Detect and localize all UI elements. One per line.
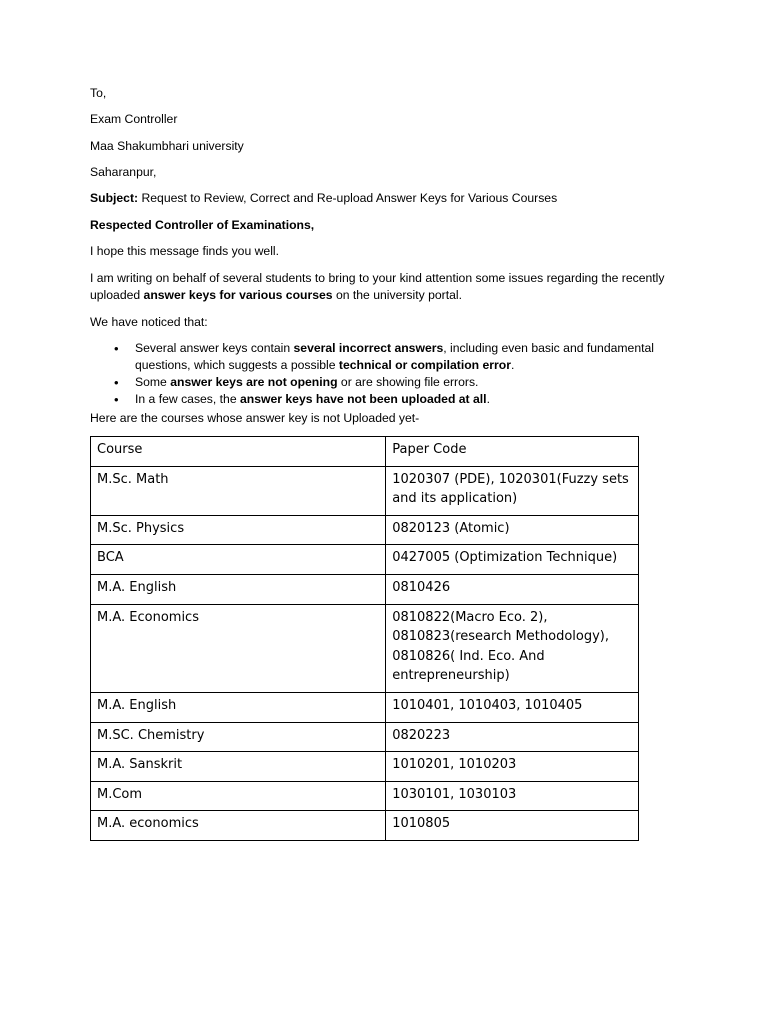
issues-list (90, 340, 680, 408)
bullet1-text-a: Several answer keys contain (135, 341, 294, 355)
intro-text-c: on the university portal. (332, 288, 462, 302)
paper-code-cell: 1020307 (PDE), 1020301(Fuzzy sets and its application) (386, 466, 639, 515)
header-paper-code: Paper Code (386, 437, 639, 467)
course-cell: M.Sc. Physics (91, 515, 386, 545)
pending-answer-keys-table (90, 436, 639, 841)
intro-paragraph (90, 270, 670, 304)
course-cell: M.Sc. Math (91, 466, 386, 515)
table-row (91, 781, 639, 811)
paper-code-cell: 1010805 (386, 811, 639, 841)
bullet1-text-e: . (510, 358, 515, 372)
table-row (91, 466, 639, 515)
list-item (90, 374, 680, 391)
bullet1-text-d: technical or compilation error (338, 358, 511, 372)
course-cell: BCA (91, 545, 386, 575)
list-item (90, 340, 680, 374)
course-cell: M.A. Economics (91, 604, 386, 692)
bullet3-text-b: answer keys have not been uploaded at all (240, 392, 487, 406)
opening-line: I hope this message finds you well. (90, 244, 280, 258)
table-row (91, 722, 639, 752)
bullet2-text-c: or are showing file errors. (337, 375, 479, 389)
paper-code-cell: 1010201, 1010203 (386, 752, 639, 782)
bullet-icon: • (114, 375, 119, 390)
course-cell: M.A. economics (91, 811, 386, 841)
intro-text-a: I am writing on behalf of several students to bring to your kind attention some issues regarding the recently uploaded (90, 271, 665, 302)
list-item (90, 391, 680, 408)
city-line: Saharanpur, (90, 165, 157, 179)
course-cell: M.A. Sanskrit (91, 752, 386, 782)
paper-code-cell: 1010401, 1010403, 1010405 (386, 692, 639, 722)
paper-code-cell: 1030101, 1030103 (386, 781, 639, 811)
subject-label: Subject: (90, 191, 139, 205)
paper-code-cell: 0820223 (386, 722, 639, 752)
bullet-icon: • (114, 341, 119, 356)
paper-code-cell: 0427005 (Optimization Technique) (386, 545, 639, 575)
table-row (91, 752, 639, 782)
table-row (91, 574, 639, 604)
paper-code-cell: 0810822(Macro Eco. 2), 0810823(research Methodology), 0810826( Ind. Eco. And entrepreneurship) (386, 604, 639, 692)
bullet2-text-a: Some (135, 375, 171, 389)
salutation-to: To, (90, 86, 107, 100)
bullet3-text-c: . (486, 392, 490, 406)
table-header-row (91, 437, 639, 467)
bullet1-text-c: , including even basic and fundamental questions, which suggests a possible (135, 341, 654, 372)
course-cell: M.A. English (91, 574, 386, 604)
subject-line (90, 190, 557, 206)
bullet1-text-b: several incorrect answers (293, 341, 444, 355)
table-row (91, 515, 639, 545)
subject-text: Request to Review, Correct and Re-upload Answer Keys for Various Courses (138, 191, 558, 205)
greeting-text: Respected Controller of Examinations, (90, 218, 315, 232)
course-cell: M.SC. Chemistry (91, 722, 386, 752)
header-course: Course (91, 437, 386, 467)
table-row (91, 811, 639, 841)
paper-code-cell: 0810426 (386, 574, 639, 604)
bullet3-text-a: In a few cases, the (135, 392, 241, 406)
noticed-line: We have noticed that: (90, 315, 208, 329)
paper-code-cell: 0820123 (Atomic) (386, 515, 639, 545)
bullet2-text-b: answer keys are not opening (170, 375, 338, 389)
course-cell: M.Com (91, 781, 386, 811)
university-line: Maa Shakumbhari university (90, 139, 244, 153)
bullet-icon: • (114, 392, 119, 407)
addressee-line: Exam Controller (90, 112, 178, 126)
table-row (91, 604, 639, 692)
table-row (91, 545, 639, 575)
table-row (91, 692, 639, 722)
course-cell: M.A. English (91, 692, 386, 722)
greeting-line (90, 217, 314, 233)
table-intro-line: Here are the courses whose answer key is not Uploaded yet- (90, 411, 420, 425)
intro-text-b: answer keys for various courses (143, 288, 333, 302)
